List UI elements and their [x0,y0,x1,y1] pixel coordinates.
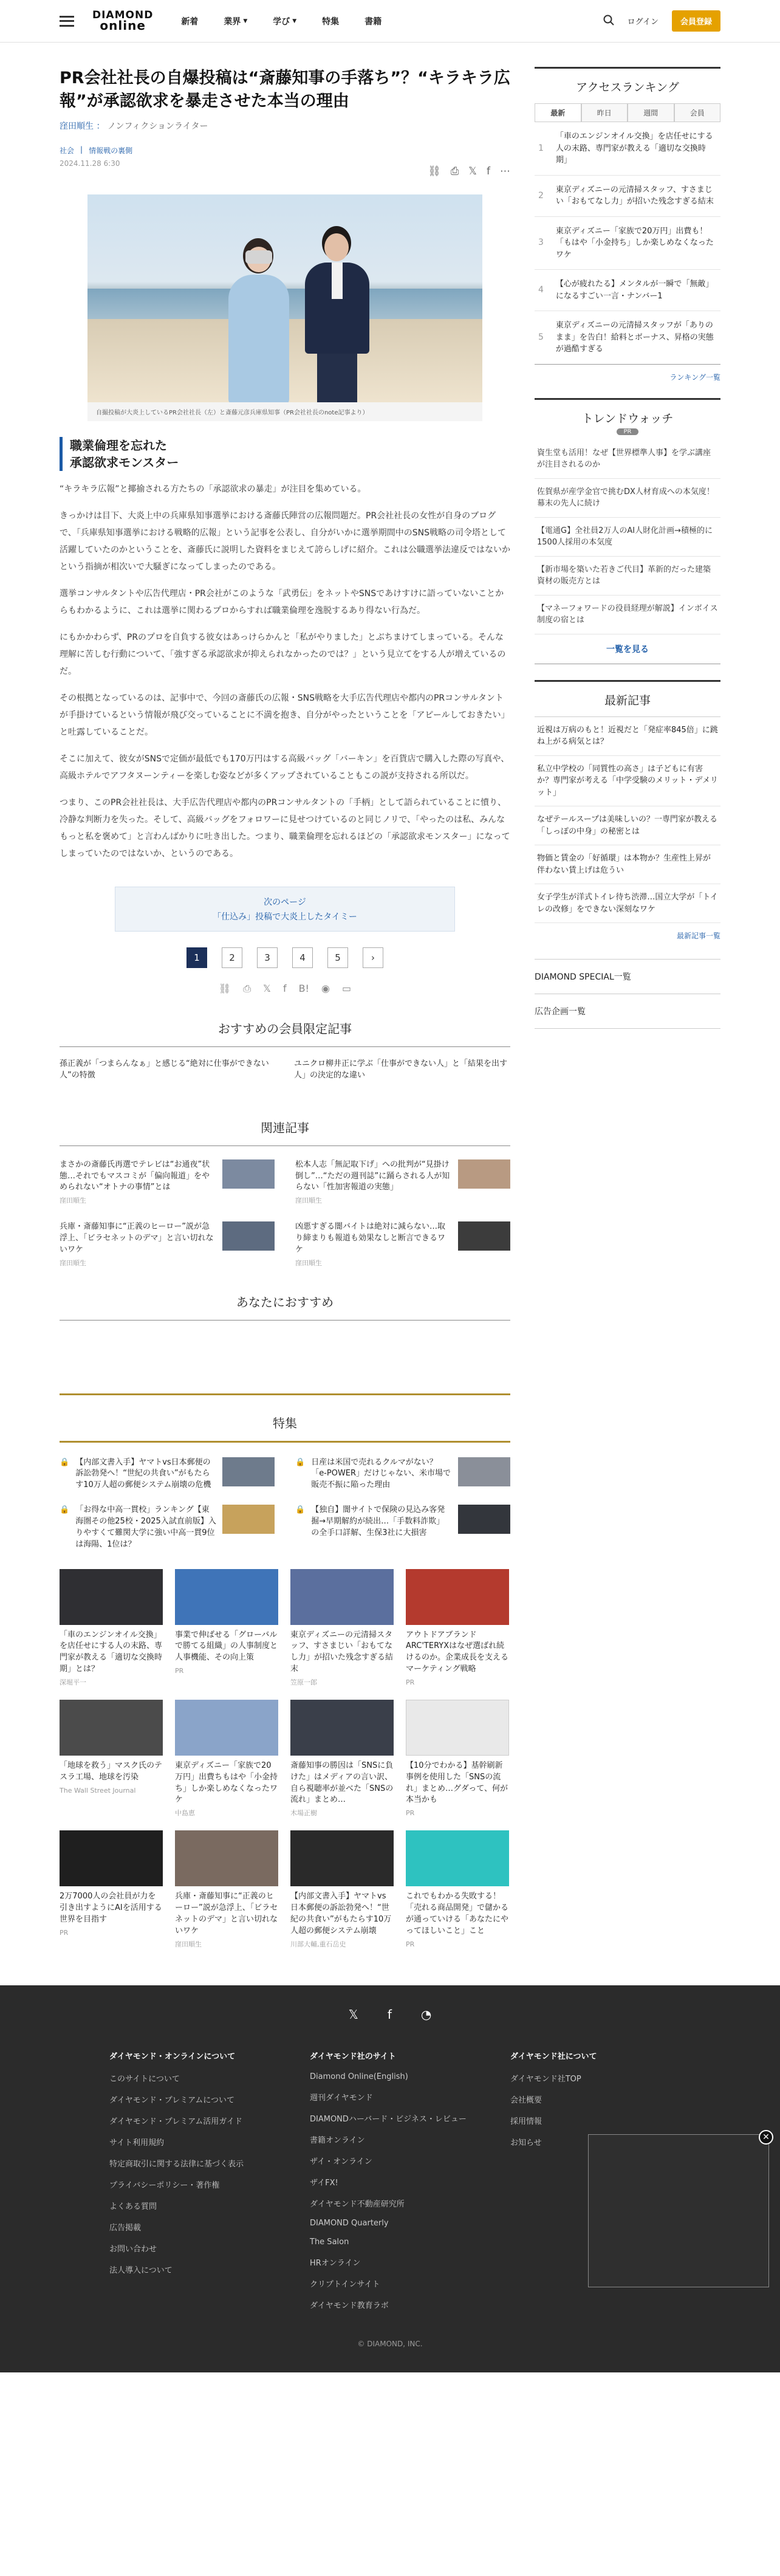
pr-badge: PR [617,428,638,435]
lock-icon: 🔒 [295,1457,306,1467]
login-link[interactable]: ログイン [627,18,659,27]
hero-figure [87,194,482,421]
latest-title: 最新記事 [604,693,651,707]
related-text: まさかの斎藤氏再選でテレビは“お通夜”状態…それでもマスコミが「偏向報道」をやめられない“オトナの事情”とは [60,1159,210,1192]
card[interactable] [60,1830,163,1949]
related-text: 凶悪すぎる闇バイトは絶対に減らない…取り締まりも報道も効果なしと断言できるワケ [295,1222,446,1254]
card-image [290,1569,394,1625]
ranking-box [535,67,720,365]
trend-item[interactable]: 【新市場を築いた若きご代目】革新的だった建築資材の販売方とは [535,557,720,596]
related-thumb [458,1221,510,1251]
footer-link[interactable]: 書籍オンライン [310,2136,365,2146]
page-4[interactable]: 4 [292,947,313,968]
member-article[interactable]: 孫正義が「つまらんなぁ」と感じる“絶対に仕事ができない人”の特徴 [60,1059,269,1080]
feature-text: 【内部文書入手】ヤマトvs日本郵便の訴訟勃発へ！“世紀の共食い”がもたらす10万人超の郵便システム崩壊の危機 [75,1457,211,1490]
footer-link[interactable]: HRオンライン [310,2259,361,2269]
footer-link[interactable]: 週刊ダイヤモンド [310,2093,373,2103]
related-author: 窪田順生 [60,1259,86,1267]
paragraph: そこに加えて、彼女がSNSで定価が最低でも170万円はする高級バッグ「バーキン」を百貨店で購入した際の写真や、高級ホテルでアフタヌーンティーを楽しむ姿などが多くアップされていることもこの説が支持される所以だ。 [60,754,510,781]
ranking-item[interactable] [535,176,720,217]
card-author: 窪田順生 [175,1940,202,1948]
site-logo[interactable] [92,11,153,31]
rank-text: 東京ディズニーの元清掃スタッフが「ありのまま」を告白！給料とボーナス、昇格の実態が過酷すぎる [555,321,714,354]
footer-link[interactable]: このサイトについて [109,2075,180,2084]
ranking-item[interactable] [535,122,720,176]
paragraph: 選挙コンサルタントや広告代理店・PR会社がこのような「武勇伝」をネットやSNSであけすけに語っていないことからもわかるように、これは選挙に関わるプロからすれば職業倫理を逸脱するあり得ない行為だ。 [60,588,504,616]
latest-item[interactable]: 近視は万病のもと！近視だと「発症率845倍」に跳ね上がる病気とは？ [535,716,720,756]
category-info-war[interactable]: 情報戦の裏側 [89,146,133,155]
feature-thumb [222,1457,275,1486]
card[interactable] [175,1569,278,1688]
related-thumb [222,1221,275,1251]
author-line [60,120,510,132]
print-icon[interactable]: ⎙ [243,982,251,994]
footer-link[interactable]: 特定商取引に関する法律に基づく表示 [109,2160,244,2169]
related-text: 兵庫・斎藤知事に“正義のヒーロー”説が急浮上、「ビラセネットのデマ」と言い切れないワケ [60,1222,214,1254]
ranking-title: アクセスランキング [576,81,679,94]
related-thumb [458,1159,510,1189]
heading-line: 承認欲求モンスター [70,455,179,470]
hatena-icon[interactable]: B! [298,982,309,994]
card-image [60,1830,163,1886]
feature-text: 「お得な中高一貫校」ランキング【東海圏その他25校・2025入試直前版】入りやすくて難関大学に強い中高一貫9位は海陽、1位は？ [75,1505,216,1549]
footer-link[interactable]: サイト利用規約 [109,2138,165,2148]
footer-link[interactable]: The Salon [310,2238,349,2247]
card-image [290,1830,394,1886]
social-links [0,2007,780,2022]
card-text: 兵庫・斎藤知事に“正義のヒーロー”説が急浮上、「ビラセネットのデマ」と言い切れないワケ [175,1892,278,1935]
paragraph: きっかけは目下、大炎上中の兵庫県知事選挙における斎藤氏陣営の広報問題だ。PR会社社長の女性が自身のブログで、「兵庫県知事選挙における戦略的広報」という記事を公表し、自分がいかに選挙期間中のSNS戦略の司令塔として活躍していたのかということを、斎藤氏に説明した資料をまじえて誇らしげに紹介。これは公職選挙法違反ではないかという指摘が相次いで大騒ぎになってしまったのである。 [60,510,510,572]
footer-link[interactable]: ザイ・オンライン [310,2157,372,2167]
card[interactable] [290,1700,394,1818]
nav-label: 書籍 [364,16,382,27]
footer-link[interactable]: プライバシーポリシー・著作権 [109,2181,220,2191]
person-left [222,238,295,402]
recommend-cards [60,1569,510,1949]
page-1[interactable]: 1 [186,947,207,968]
footer-link[interactable]: 採用情報 [510,2117,542,2127]
latest-box [535,680,720,924]
copyright: © DIAMOND, INC. [357,2340,423,2349]
paragraph: つまり、このPR会社社長は、大手広告代理店や都内のPRコンサルタントの「手柄」として語られていることに憤り、冷静な判断力を失った。そして、高級バッグをフォロワーに見せつけているのと同じノリで、「やったのは私、みんなもっと私を褒めて」と言わんばかりに吐き出した。つまり、職業倫理を忘れるほどの「承認欲求モンスター」になってしまっていたのではないか、というのである。 [60,797,510,859]
related-thumb [222,1159,275,1189]
card-author: PR [175,1667,184,1675]
line-icon[interactable]: ◉ [321,982,330,994]
trend-item[interactable]: 佐賀県が産学金官で挑むDX人材育成への本気度！幕末の先人に続け [535,479,720,518]
more-icon[interactable]: ⋯ [500,165,510,177]
card-text: 斎藤知事の勝因は「SNSに負けた」はメディアの言い訳、自ら視聴率が並べた「SNSの流れ」まとめ… [290,1760,394,1805]
section-heading [60,437,510,471]
member-articles-title: おすすめの会員限定記事 [60,1019,510,1047]
category-divider: | [80,145,83,154]
feature-item[interactable] [60,1457,275,1492]
footer-link[interactable]: ザイFX! [310,2179,338,2188]
article-title: PR会社社長の自爆投稿は“斎藤知事の手落ち”？“キラキラ広報”が承認欲求を暴走させた本当の理由 [60,69,510,111]
footer-link[interactable]: ダイヤモンド社TOP [510,2075,581,2084]
nav-item-industry[interactable] [224,15,247,27]
latest-more-link[interactable]: 最新記事一覧 [676,932,720,940]
nav-item-books[interactable] [364,15,381,27]
footer-link[interactable]: お問い合わせ [109,2245,157,2255]
print-icon[interactable]: ⎙ [450,165,459,177]
tab-weekly[interactable]: 週間 [628,103,674,122]
card-text: 東京ディズニー「家族で20万円」出費ちもはや「小金持ち」しか楽しめなくなったワケ [175,1760,278,1805]
nav-item-learn[interactable] [273,15,296,27]
related-item[interactable] [295,1159,510,1206]
card-image [175,1830,278,1886]
related-item[interactable] [295,1221,510,1268]
link-icon[interactable]: ⛓ [218,982,231,994]
card-image [175,1700,278,1756]
trend-item[interactable]: 【電通G】全社員2万人のAI人財化計画→積極的に1500人採用の本気度 [535,518,720,557]
card-text: 【10分でわかる】基幹刷新事例を使用した「SNSの流れ」まとめ…グダって、何が本当かも [406,1760,508,1805]
card[interactable] [406,1569,509,1688]
page-2[interactable]: 2 [222,947,242,968]
lock-icon: 🔒 [295,1505,306,1515]
gold-divider [60,1393,510,1395]
author-role: ノンフィクションライター [107,121,208,131]
main-column [60,67,510,1949]
publish-date: 2024.11.28 6:30 [60,159,120,168]
footer-link[interactable]: DIAMOND Quarterly [310,2219,389,2228]
card-image [406,1569,509,1625]
feature-list [60,1457,510,1551]
card-text: 2万7000人の会社員が力を引き出すようにAIを活用する世界を目指す [60,1892,162,1924]
ad-list-link[interactable]: 広告企画一覧 [535,994,720,1029]
card-text: 東京ディズニーの元清掃スタッフ、すさまじい「おもてなし力」が招いた残念すぎる結末 [290,1630,394,1674]
card-author: 深堀平一 [60,1678,86,1686]
lock-icon: 🔒 [60,1505,70,1515]
rank-text: 【心が疲れたる】メンタルが一瞬で「無敵」になるすごい一言・ナンバー1 [555,280,714,301]
feature-item[interactable] [295,1505,510,1550]
card-author: The Wall Street Journal [60,1786,136,1795]
search-icon[interactable] [603,15,614,28]
floating-ad-frame[interactable] [588,2134,769,2287]
card-text: アウトドアブランド ARC'TERYXはなぜ選ばれ続けるのか。企業成長を支えるマーケティング戦略 [406,1630,509,1674]
footer-link[interactable]: お知らせ [510,2138,542,2148]
paragraph: その根拠となっているのは、記事中で、今回の斎藤氏の広報・SNS戦略を大手広告代理店や都内のPRコンサルタントが手掛けているという情報が飛び交っていることに不満を抱き、自分がやったということを「アピールしておきたい」と吐露していることだ。 [60,693,510,737]
bookmark-icon[interactable]: ▭ [341,982,352,994]
author-separator: ： [94,121,108,131]
close-icon[interactable]: ✕ [759,2130,773,2145]
footer-link[interactable]: クリプトインサイト [310,2280,380,2290]
facebook-icon[interactable]: f [387,2007,392,2022]
card[interactable] [175,1830,278,1949]
menu-icon[interactable] [60,16,74,27]
rss-icon[interactable]: ◔ [420,2007,432,2022]
card-image [406,1830,509,1886]
card-author: 中島恵 [175,1809,195,1818]
trend-item[interactable]: 【マネーフォワードの役員経理が解説】インボイス制度の宿とは [535,596,720,634]
card[interactable] [406,1700,509,1818]
tab-latest[interactable]: 最新 [535,103,581,122]
share-bar [60,165,510,177]
person-right [298,226,377,402]
related-author: 窪田順生 [60,1197,86,1205]
latest-item[interactable]: 物価と賃金の「好循環」は本物か？生産性上昇が伴わない賃上げは危うい [535,845,720,884]
card[interactable] [290,1830,394,1949]
facebook-icon[interactable]: f [282,982,287,994]
ranking-item[interactable] [535,217,720,270]
rank-number: 3 [538,238,544,248]
nav-label: 学び [273,16,290,27]
card-author: 木場正樹 [290,1809,317,1818]
paragraph: “キラキラ広報”と揶揄される方たちの「承認欲求の暴走」が注目を集めている。 [60,484,366,494]
lock-icon: 🔒 [60,1457,70,1467]
card-text: 「車のエンジンオイル交換」を店任せにする人の末路、専門家が教える「適切な交換時期」とは？ [60,1630,163,1674]
tab-yesterday[interactable]: 昨日 [581,103,628,122]
card[interactable] [175,1700,278,1818]
link-icon[interactable]: ⛓ [428,165,441,177]
logo-bottom: online [100,18,146,33]
latest-item[interactable]: 女子学生が洋式トイレ待ち渋滞…国立大学が「トイレの改修」をできない深刻なワケ [535,884,720,923]
footer-link[interactable]: ダイヤモンド教育ラボ [310,2301,389,2311]
trend-more-link[interactable]: 一覧を見る [606,644,649,654]
heading-line: 職業倫理を忘れた [70,438,167,453]
footer-link[interactable]: よくある質問 [109,2202,157,2212]
category-society[interactable]: 社会 [60,146,75,155]
card-text: これでもわかる失敗する！「売れる商品開発」で儲かるが通っていける「あなたにやってほしいこと」こと [406,1892,509,1935]
footer-link[interactable]: Diamond Online(English) [310,2072,408,2082]
related-item[interactable] [60,1159,275,1206]
facebook-icon[interactable]: f [487,165,490,177]
card-image [290,1700,394,1756]
footer-link[interactable]: DIAMONDハーバード・ビジネス・レビュー [310,2115,467,2124]
nav-item-feature[interactable] [322,15,339,27]
footer-link[interactable]: 法人導入について [109,2266,173,2276]
footer-link[interactable]: ダイヤモンド・プレミアム活用ガイド [109,2117,242,2127]
rank-text: 東京ディズニー「家族で20万円」出費も！「もはや「小金持ち」しか楽しめなくなったワケ [555,226,714,259]
feature-item[interactable] [295,1457,510,1492]
card[interactable] [290,1569,394,1688]
footer-heading: ダイヤモンド社のサイト [310,2052,396,2062]
next-page-label: 次のページ [264,897,306,907]
card-author: PR [60,1928,69,1937]
rank-number: 1 [538,143,544,153]
header-actions [603,10,720,32]
ranking-more-link[interactable]: ランキング一覧 [669,373,720,382]
x-share-icon[interactable]: 𝕏 [263,982,271,994]
page-5[interactable]: 5 [327,947,348,968]
card-text: 事業で伸ばせる「グローバルで勝てる組織」の人事制度と人事機能、その向上策 [175,1630,278,1663]
chevron-down-icon: ▼ [243,18,248,24]
footer-col-sites [310,2050,510,2320]
rank-number: 2 [538,190,544,201]
feature-thumb [458,1457,510,1486]
card-text: 「地球を救う」マスク氏のテスラ工場、地球を汚染 [60,1760,163,1782]
paragraph: にもかかわらず、PRのプロを自負する彼女はあっけらかんと「私がやりました」とぶちまけてしまっている。そんな理解に苦しむ行動について、「強すぎる承認欲求が抑えられなかったのでは？」という見立てをする人が増えているのだ。 [60,632,506,676]
card-author: PR [406,1678,415,1686]
card-author: 笠原一郎 [290,1678,317,1686]
rank-number: 4 [538,285,544,295]
tab-member[interactable]: 会員 [674,103,721,122]
global-nav [181,15,381,27]
related-author: 窪田順生 [295,1259,322,1267]
related-title: 関連記事 [60,1118,510,1146]
card-text: 【内部文書入手】ヤマトvs日本郵便の訴訟勃発へ！“世紀の共食い”がもたらす10万人超の郵便システム崩壊 [290,1892,392,1935]
feature-text: 【独自】闇サイトで保険の見込み客発掘→早期解約が続出…「手数料詐欺」の全手口詳解、生保3社に大損害 [311,1505,445,1537]
rank-number: 5 [538,332,544,342]
trend-box [535,398,720,664]
related-author: 窪田順生 [295,1197,322,1205]
card[interactable] [60,1569,163,1688]
feature-thumb [222,1505,275,1534]
feature-thumb [458,1505,510,1534]
x-icon[interactable]: 𝕏 [348,2007,358,2022]
ranking-item[interactable] [535,311,720,364]
special-list-link[interactable]: DIAMOND SPECIAL一覧 [535,959,720,994]
next-page-box[interactable] [115,887,455,932]
card-author: 川部大輔,重石岳史 [290,1940,346,1948]
latest-item[interactable]: 私立中学校の「同質性の高さ」は子どもに有害か？専門家が考える「中学受験のメリット・デメリット」 [535,756,720,807]
card[interactable] [406,1830,509,1949]
footer-link[interactable]: 会社概要 [510,2096,542,2106]
register-button[interactable]: 会員登録 [672,10,720,32]
related-item[interactable] [60,1221,275,1268]
ranking-tabs [535,103,720,122]
trend-item[interactable]: 資生堂も活用！なぜ【世界標準人事】を学ぶ講座が注目されるのか [535,440,720,479]
related-articles [60,1159,510,1268]
recommend-area [60,1321,510,1393]
nav-item-new[interactable] [181,15,198,27]
chevron-down-icon: ▼ [292,18,297,24]
card[interactable] [60,1700,163,1818]
footer-col-about [109,2050,310,2320]
rank-text: 東京ディズニーの元清掃スタッフ、すさまじい「おもてなし力」が招いた残念すぎる結末 [555,185,714,206]
footer-heading: ダイヤモンド社について [510,2052,597,2062]
next-page-arrow[interactable]: › [363,947,383,968]
nav-label: 業界 [224,16,241,27]
member-articles [60,1058,510,1082]
nav-label: 特集 [322,16,340,27]
sidebar [535,67,720,1949]
footer-link[interactable]: 広告掲載 [109,2224,142,2233]
card-author: PR [406,1809,415,1818]
category-list [60,145,510,156]
nav-label: 新着 [181,16,199,27]
card-image [175,1569,278,1625]
recommend-title: あなたにおすすめ [60,1293,510,1321]
site-header [0,0,780,43]
feature-item[interactable] [60,1505,275,1550]
logo-top: DIAMOND [92,9,154,21]
pagination [60,947,510,968]
card-image [406,1700,509,1756]
ranking-item[interactable] [535,270,720,311]
card-author: PR [406,1940,415,1948]
feature-title: 特集 [60,1413,510,1443]
photo-caption: 自撮投稿が大炎上しているPR会社社長（左）と斎藤元彦兵庫県知事（PR会社社長のnote記事より） [96,409,369,416]
card-image [60,1700,163,1756]
latest-item[interactable]: なぜテールスープは美味しいの？一専門家が教える「しっぽの中身」の秘密とは [535,806,720,845]
page-body [0,67,780,1949]
next-page-title: 「仕込み」投稿で大炎上したタイミー [213,912,357,922]
author-name[interactable]: 窪田順生 [60,121,94,131]
related-text: 松本人志「無記取下げ」への批判が“見掛け倒し”…“ただの週刊誌”に踊らされる人が知らない「性加害報道の実態」 [295,1159,450,1192]
card-image [60,1569,163,1625]
page-3[interactable]: 3 [257,947,278,968]
x-share-icon[interactable]: 𝕏 [468,165,477,177]
share-bar-bottom [60,983,510,995]
hero-photo [87,194,482,402]
member-article[interactable]: ユニクロ柳井正に学ぶ「仕事ができない人」と「結果を出す人」の決定的な違い [294,1059,508,1080]
footer-link[interactable]: ダイヤモンド・プレミアムについて [109,2096,235,2106]
rank-text: 「車のエンジンオイル交換」を店任せにする人の末路、専門家が教える「適切な交換時期」 [555,132,713,165]
trend-title: トレンドウォッチ [581,411,674,425]
feature-text: 日産は米国で売れるクルマがない？「e-POWER」だけじゃない、米市場で販売不振に陥った理由 [311,1457,451,1490]
footer-heading: ダイヤモンド・オンラインについて [109,2052,236,2062]
footer-link[interactable]: ダイヤモンド不動産研究所 [310,2200,405,2210]
